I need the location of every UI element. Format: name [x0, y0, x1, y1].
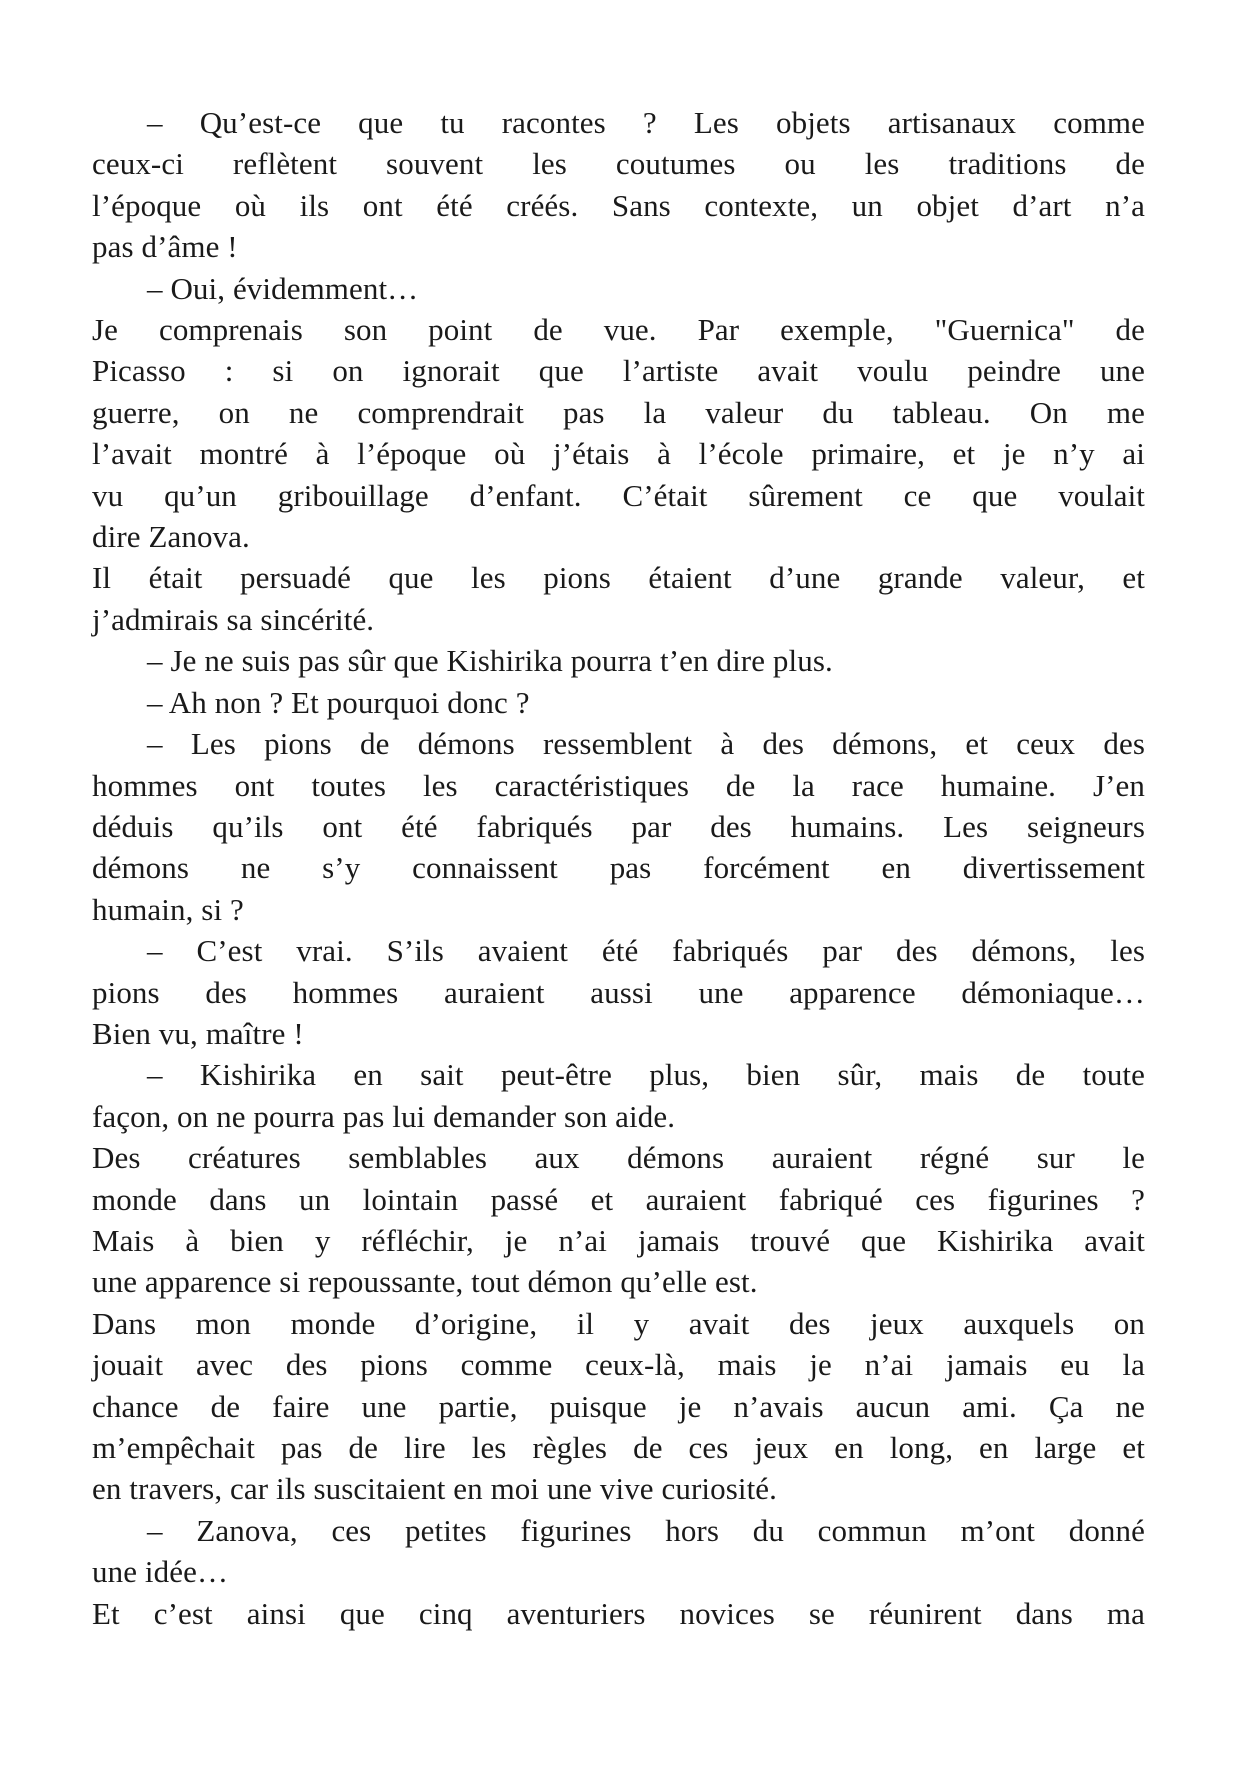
- text-line: ceux-ci reflètent souvent les coutumes ou les traditions de: [92, 146, 1145, 182]
- text-line: m’empêchait pas de lire les règles de ces jeux en long, en large et: [92, 1430, 1145, 1465]
- text-line: – Oui, évidemment…: [147, 270, 419, 306]
- text-line: pas d’âme !: [92, 229, 238, 265]
- text-line: jouait avec des pions comme ceux-là, mais je n’ai jamais eu la: [92, 1347, 1145, 1383]
- text-line: Mais à bien y réfléchir, je n’ai jamais trouvé que Kishirika avait: [92, 1222, 1145, 1258]
- text-line: démons ne s’y connaissent pas forcément en divertissement: [92, 850, 1145, 886]
- text-line: l’avait montré à l’époque où j’étais à l’école primaire, et je n’y ai: [92, 436, 1145, 472]
- text-line: – Zanova, ces petites figurines hors du commun m’ont donné: [147, 1512, 1145, 1548]
- text-line: une apparence si repoussante, tout démon qu’elle est.: [92, 1264, 758, 1300]
- text-line: humain, si ?: [92, 891, 244, 927]
- text-line: hommes ont toutes les caractéristiques de la race humaine. J’en: [92, 767, 1145, 803]
- text-line: – Ah non ? Et pourquoi donc ?: [147, 684, 530, 720]
- text-line: – Je ne suis pas sûr que Kishirika pourra t’en dire plus.: [147, 643, 833, 679]
- text-line: Dans mon monde d’origine, il y avait des jeux auxquels on: [92, 1305, 1145, 1341]
- text-line: pions des hommes auraient aussi une apparence démoniaque…: [92, 974, 1145, 1010]
- text-line: façon, on ne pourra pas lui demander son aide.: [92, 1098, 676, 1134]
- text-line: j’admirais sa sincérité.: [92, 601, 375, 637]
- text-line: Je comprenais son point de vue. Par exemple, "Guernica" de: [92, 312, 1145, 348]
- text-line: monde dans un lointain passé et auraient fabriqué ces figurines ?: [92, 1181, 1145, 1217]
- text-line: – Les pions de démons ressemblent à des démons, et ceux des: [147, 726, 1145, 762]
- text-line: – C’est vrai. S’ils avaient été fabriqués par des démons, les: [147, 933, 1145, 969]
- text-line: dire Zanova.: [92, 519, 250, 555]
- text-line: chance de faire une partie, puisque je n’avais aucun ami. Ça ne: [92, 1388, 1145, 1424]
- text-line: Et c’est ainsi que cinq aventuriers novices se réunirent dans ma: [92, 1595, 1145, 1631]
- text-line: Bien vu, maître !: [92, 1015, 304, 1051]
- text-line: l’époque où ils ont été créés. Sans contexte, un objet d’art n’a: [92, 187, 1145, 223]
- text-line: – Kishirika en sait peut-être plus, bien sûr, mais de toute: [147, 1057, 1145, 1093]
- text-line: une idée…: [92, 1554, 229, 1590]
- text-line: déduis qu’ils ont été fabriqués par des humains. Les seigneurs: [92, 808, 1145, 844]
- text-line: Picasso : si on ignorait que l’artiste avait voulu peindre une: [92, 353, 1145, 389]
- text-line: vu qu’un gribouillage d’enfant. C’était sûrement ce que voulait: [92, 477, 1145, 513]
- text-line: en travers, car ils suscitaient en moi une vive curiosité.: [92, 1471, 777, 1507]
- text-line: Des créatures semblables aux démons auraient régné sur le: [92, 1140, 1145, 1176]
- page-text-block: [92, 102, 1145, 1634]
- text-line: – Qu’est-ce que tu racontes ? Les objets artisanaux comme: [147, 105, 1145, 140]
- text-line: guerre, on ne comprendrait pas la valeur du tableau. On me: [92, 394, 1145, 430]
- text-line: Il était persuadé que les pions étaient d’une grande valeur, et: [92, 560, 1145, 596]
